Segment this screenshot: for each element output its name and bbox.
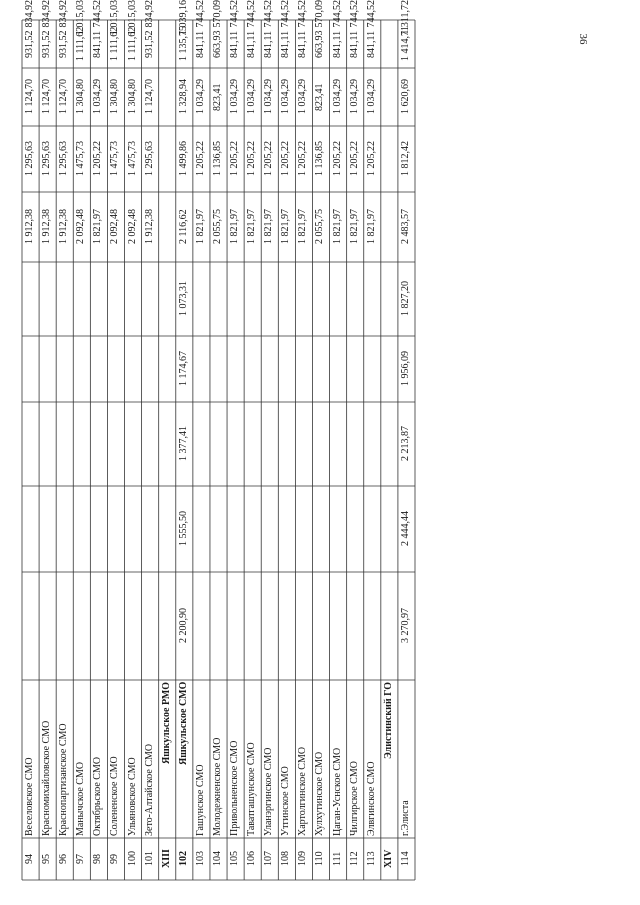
- value-cell: 1 034,29: [297, 79, 309, 115]
- value-cell: 2 092,48: [126, 209, 138, 245]
- value-cell: 1 295,63: [24, 141, 35, 177]
- row-number: 112: [348, 851, 360, 867]
- row-name: Хулхутинское СМО: [314, 751, 326, 836]
- value-cell: 1 124,70: [41, 79, 53, 115]
- value-cell: 1 821,97: [263, 209, 275, 245]
- value-cell: 823,41: [314, 83, 326, 111]
- value-cell: 1 912,38: [41, 209, 53, 245]
- row-name: Веселовское СМО: [24, 757, 35, 836]
- value-cell: 1 205,22: [331, 141, 343, 177]
- row-number: 109: [297, 851, 309, 867]
- row-number: 105: [229, 851, 241, 867]
- value-cell: 1 039,16: [177, 0, 189, 35]
- value-cell: 1 034,29: [365, 79, 377, 115]
- value-cell: 570,09: [314, 0, 326, 28]
- value-cell: 1 821,97: [194, 209, 206, 245]
- value-cell: 841,11: [365, 30, 377, 58]
- value-cell: 1 111,62: [126, 26, 138, 62]
- value-cell: 1 015,03: [75, 0, 87, 35]
- value-cell: 841,11: [348, 30, 360, 58]
- row-number: 101: [143, 851, 155, 867]
- value-cell: 1 821,97: [229, 209, 241, 245]
- value-cell: 2 116,62: [177, 209, 189, 245]
- row-name: Хартолгинское СМО: [297, 746, 309, 836]
- value-cell: 1 034,29: [280, 79, 292, 115]
- value-cell: 1 034,29: [263, 79, 275, 115]
- row-number: 96: [58, 854, 70, 864]
- row-number: 114: [399, 851, 411, 867]
- row-name: Цаган-Уснское СМО: [331, 747, 343, 836]
- row-name: Элвгинское СМО: [365, 761, 377, 836]
- value-cell: 841,11: [280, 30, 292, 58]
- value-cell: 834,92: [58, 0, 70, 28]
- row-name: Яшкульское СМО: [177, 682, 189, 766]
- value-cell: 1 111,62: [75, 26, 87, 62]
- value-cell: 931,52: [24, 30, 35, 58]
- value-cell: 1 475,73: [75, 141, 87, 177]
- row-name: Зето-Алтайское СМО: [143, 743, 155, 836]
- value-cell: 663,93: [211, 30, 223, 58]
- value-cell: 1 304,80: [126, 79, 138, 115]
- value-cell: 841,11: [246, 30, 258, 58]
- value-cell: 1 136,85: [211, 141, 223, 177]
- value-cell: 1 205,22: [348, 141, 360, 177]
- row-name: Таватгашунское СМО: [246, 742, 258, 836]
- row-number: 108: [280, 851, 292, 867]
- row-name: Элистинский ГО: [382, 682, 394, 760]
- value-cell: 1 475,73: [126, 141, 138, 177]
- value-cell: 1 124,70: [58, 79, 70, 115]
- value-cell: 570,09: [211, 0, 223, 28]
- value-cell: 1 034,29: [194, 79, 206, 115]
- value-cell: 744,52: [229, 0, 241, 28]
- value-cell: 744,52: [365, 0, 377, 28]
- value-cell: 823,41: [211, 83, 223, 111]
- value-cell: 1 475,73: [109, 141, 121, 177]
- value-cell: 841,11: [263, 30, 275, 58]
- value-cell: 744,52: [348, 0, 360, 28]
- value-cell: 3 270,97: [399, 608, 411, 644]
- row-name: Утгинское СМО: [280, 766, 292, 836]
- row-number: 107: [263, 851, 275, 867]
- value-cell: 1 174,67: [177, 351, 189, 387]
- row-name: Молодежненское СМО: [211, 737, 223, 836]
- value-cell: 744,52: [92, 0, 104, 28]
- value-cell: 1 205,22: [194, 141, 206, 177]
- row-name: Октябрьское СМО: [92, 756, 104, 836]
- row-name: Красномихайловское СМО: [41, 720, 53, 836]
- value-cell: 1 812,42: [399, 141, 411, 177]
- value-cell: 1 124,70: [143, 79, 155, 115]
- row-number: 94: [24, 854, 35, 864]
- value-cell: 1 124,70: [24, 79, 35, 115]
- value-cell: 931,52: [41, 30, 53, 58]
- value-cell: 1 821,97: [92, 209, 104, 245]
- value-cell: 1 821,97: [348, 209, 360, 245]
- value-cell: 1 135,75: [177, 26, 189, 62]
- value-cell: 1 821,97: [365, 209, 377, 245]
- value-cell: 1 205,22: [229, 141, 241, 177]
- value-cell: 744,52: [280, 0, 292, 28]
- value-cell: 841,11: [92, 30, 104, 58]
- value-cell: 1 295,63: [143, 141, 155, 177]
- row-name: Уланэргинское СМО: [263, 747, 275, 836]
- value-cell: 1 034,29: [92, 79, 104, 115]
- row-number: 106: [246, 851, 258, 867]
- value-cell: 1 205,22: [263, 141, 275, 177]
- row-name: Краснопартизанское СМО: [58, 723, 70, 836]
- value-cell: 2 092,48: [75, 209, 87, 245]
- value-cell: 1 034,29: [229, 79, 241, 115]
- row-name: г.Элиста: [399, 800, 411, 836]
- value-cell: 1 034,29: [331, 79, 343, 115]
- row-name: Солененское СМО: [109, 756, 121, 836]
- value-cell: 1 414,71: [399, 26, 411, 62]
- row-name: Гашунское СМО: [194, 764, 206, 836]
- value-cell: 1 136,85: [314, 141, 326, 177]
- row-number: 99: [109, 854, 121, 864]
- value-cell: 1 821,97: [246, 209, 258, 245]
- value-cell: 2 444,44: [399, 511, 411, 547]
- value-cell: 841,11: [229, 30, 241, 58]
- row-number: 104: [211, 851, 223, 867]
- value-cell: 1 034,29: [246, 79, 258, 115]
- value-cell: 931,52: [143, 30, 155, 58]
- row-number: 95: [41, 854, 53, 864]
- value-cell: 834,92: [41, 0, 53, 28]
- value-cell: 1 304,80: [75, 79, 87, 115]
- row-name: Манычское СМО: [75, 761, 87, 836]
- value-cell: 1 499,86: [177, 141, 189, 177]
- value-cell: 1 015,03: [126, 0, 138, 35]
- value-cell: 834,92: [24, 0, 35, 28]
- value-cell: 1 956,09: [399, 351, 411, 387]
- row-name: Чилгирское СМО: [348, 761, 360, 836]
- value-cell: 1 377,41: [177, 426, 189, 462]
- page-number: 36: [577, 33, 589, 45]
- value-cell: 744,52: [331, 0, 343, 28]
- value-cell: 834,92: [143, 0, 155, 28]
- value-cell: 744,52: [246, 0, 258, 28]
- value-cell: 1 205,22: [246, 141, 258, 177]
- value-cell: 841,11: [194, 30, 206, 58]
- value-cell: 2 200,90: [177, 608, 189, 644]
- value-cell: 1 205,22: [280, 141, 292, 177]
- value-cell: 1 912,38: [58, 209, 70, 245]
- value-cell: 1 073,31: [177, 281, 189, 317]
- value-cell: 1 015,03: [109, 0, 121, 35]
- value-cell: 1 555,50: [177, 511, 189, 547]
- value-cell: 1 827,20: [399, 281, 411, 317]
- value-cell: 744,52: [263, 0, 275, 28]
- value-cell: 2 055,75: [211, 209, 223, 245]
- row-name: Привольненское СМО: [229, 740, 241, 836]
- value-cell: 1 821,97: [331, 209, 343, 245]
- row-number: XIII: [160, 849, 172, 869]
- row-number: 102: [177, 851, 189, 867]
- row-name: Ульяновское СМО: [126, 757, 138, 836]
- value-cell: 1 205,22: [92, 141, 104, 177]
- row-number: 113: [365, 851, 377, 867]
- value-cell: 1 205,22: [297, 141, 309, 177]
- row-number: 97: [75, 854, 87, 864]
- value-cell: 1 821,97: [297, 209, 309, 245]
- row-number: XIV: [382, 849, 394, 869]
- value-cell: 2 092,48: [109, 209, 121, 245]
- value-cell: 1 111,62: [109, 26, 121, 62]
- value-cell: 1 304,80: [109, 79, 121, 115]
- value-cell: 841,11: [297, 30, 309, 58]
- value-cell: 841,11: [331, 30, 343, 58]
- value-cell: 1 328,94: [177, 79, 189, 115]
- value-cell: 2 213,87: [399, 426, 411, 462]
- value-cell: 744,52: [194, 0, 206, 28]
- value-cell: 931,52: [58, 30, 70, 58]
- value-cell: 744,52: [297, 0, 309, 28]
- value-cell: 1 620,69: [399, 79, 411, 115]
- row-number: 111: [331, 851, 343, 867]
- row-name: Яшкульское РМО: [160, 682, 172, 765]
- row-number: 103: [194, 851, 206, 867]
- value-cell: 1 295,63: [58, 141, 70, 177]
- value-cell: 2 483,57: [399, 209, 411, 245]
- row-number: 98: [92, 854, 104, 864]
- value-cell: 663,93: [314, 30, 326, 58]
- value-cell: 1 912,38: [24, 209, 35, 245]
- row-number: 100: [126, 851, 138, 867]
- value-cell: 2 055,75: [314, 209, 326, 245]
- value-cell: 1 034,29: [348, 79, 360, 115]
- value-cell: 1 205,22: [365, 141, 377, 177]
- value-cell: 1 311,72: [399, 0, 411, 35]
- value-cell: 1 295,63: [41, 141, 53, 177]
- value-cell: 1 912,38: [143, 209, 155, 245]
- row-number: 110: [314, 851, 326, 867]
- value-cell: 1 821,97: [280, 209, 292, 245]
